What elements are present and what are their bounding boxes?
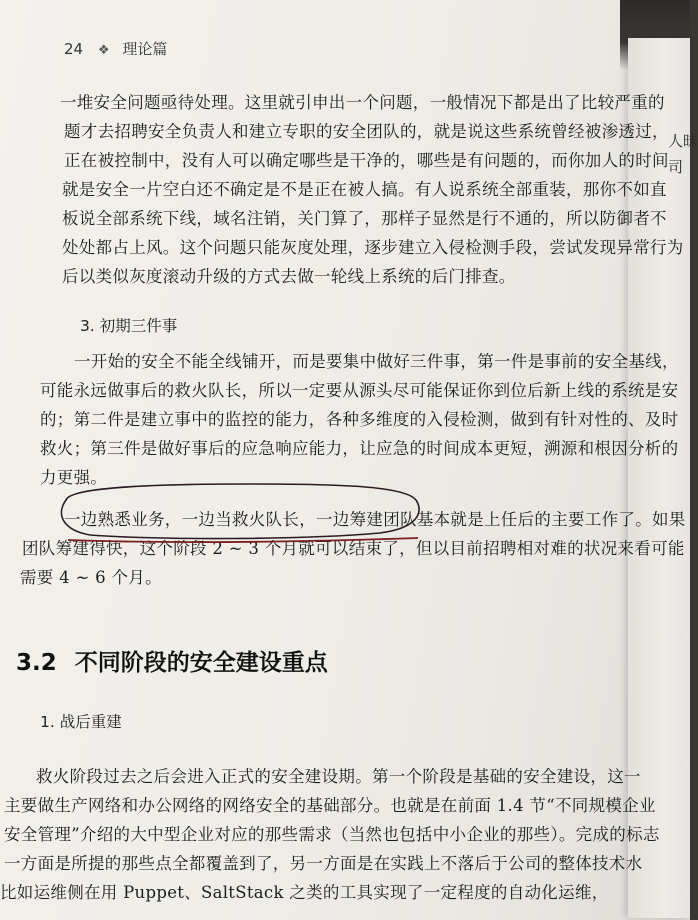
text-line: 就是安全一片空白还不确定是不是正在被人搞。有人说系统全部重装，那你不如直 xyxy=(62,180,667,199)
text-line: 可能永远做事后的救火队长，所以一定要从源头尽可能保证你到位后新上线的系统是安 xyxy=(40,381,679,400)
text-line: 一堆安全问题亟待处理。这里就引申出一个问题，一般情况下都是出了比较严重的 xyxy=(60,93,665,112)
ornament-icon: ❖ xyxy=(97,43,110,58)
part-title: 理论篇 xyxy=(122,40,168,58)
adjacent-page-text: 人昧 司 xyxy=(668,132,698,176)
section-title: 不同阶段的安全建设重点 xyxy=(74,650,328,676)
text-line: 安全管理”介绍的大中型企业对应的那些需求（当然也包括中小企业的那些）。完成的标志 xyxy=(4,825,660,844)
text-line: 的；第二件是建立事中的监控的能力，各种多维度的入侵检测，做到有针对性的、及时 xyxy=(40,410,679,429)
section-number: 3.2 xyxy=(16,650,57,676)
text-line: 救火阶段过去之后会进入正式的安全建设期。第一个阶段是基础的安全建设，这一 xyxy=(36,767,641,786)
hand-drawn-circle xyxy=(61,484,419,539)
text-line: 救火；第三件是做好事后的应急响应能力，让应急的时间成本更短，溯源和根因分析的 xyxy=(40,439,679,458)
text-fragment: 基本就是上任后的主要工作了。如果 xyxy=(416,510,686,529)
text-line: 正在被控制中，没有人可以确定哪些是干净的，哪些是有问题的，而你加人的时间 xyxy=(64,151,669,170)
text-line: 一开始的安全不能全线铺开，而是要集中做好三件事，第一件是事前的安全基线， xyxy=(74,352,679,371)
text-line: 后以类似灰度滚动升级的方式去做一轮线上系统的后门排查。 xyxy=(62,267,516,286)
circled-phrase: 一边熟悉业务，一边当救火队长，一边筹建团队 xyxy=(64,510,417,529)
text-line: 团队筹建得快，这个阶段 2 ~ 3 个月就可以结束了，但以目前招聘相对难的状况来看可能 xyxy=(22,539,685,558)
section-heading xyxy=(16,644,328,677)
text-line: 处处都占上风。这个问题只能灰度处理，逐步建立入侵检测手段，尝试发现异常行为 xyxy=(62,238,684,257)
text-line: 一方面是所提的那些点全都覆盖到了，另一方面是在实践上不落后于公司的整体技术水 xyxy=(4,854,643,873)
text-line: 主要做生产网络和办公网络的网络安全的基础部分。也就是在前面 1.4 节“不同规模企业 xyxy=(4,796,656,815)
text-line: 比如运维侧在用 Puppet、SaltStack 之类的工具实现了一定程度的自动化运维， xyxy=(0,883,609,902)
subheading-three-things: 3. 初期三件事 xyxy=(80,317,178,335)
text-line: 力更强。 xyxy=(40,468,108,487)
subheading-rebuild: 1. 战后重建 xyxy=(40,713,122,731)
text-line: 板说全部系统下线，域名注销，关门算了，那样子显然是行不通的，所以防御者不 xyxy=(62,209,667,228)
text-line: 需要 4 ~ 6 个月。 xyxy=(20,568,162,587)
text-line: 题才去招聘安全负责人和建立专职的安全团队的，就是说这些系统曾经被渗透过， xyxy=(64,122,669,141)
paragraph-4 xyxy=(0,762,660,907)
page-number: 24 xyxy=(64,40,84,58)
